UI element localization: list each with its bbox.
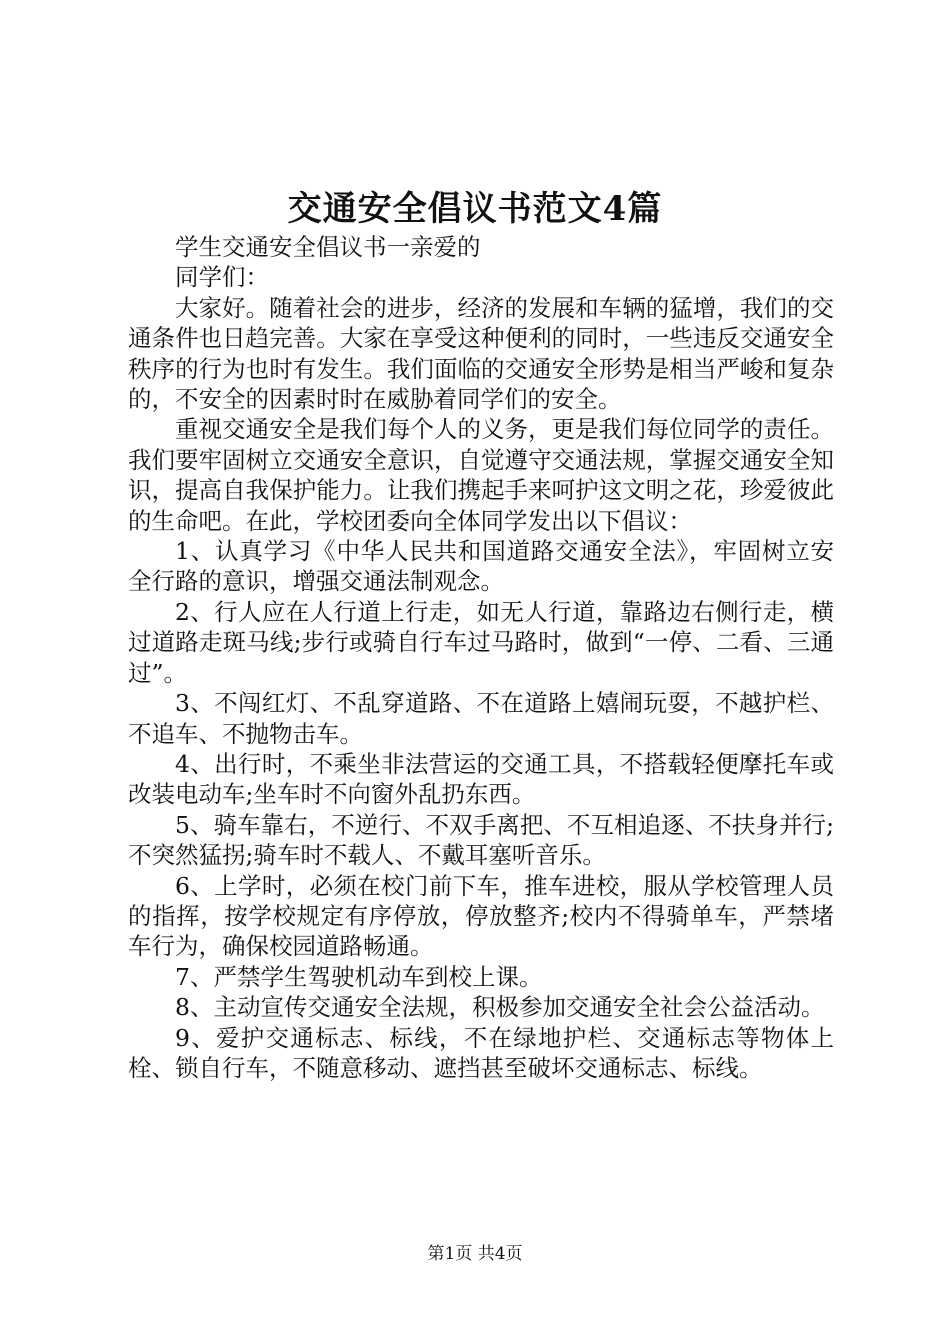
proposal-item-2: 2、行人应在人行道上行走，如无人行道，靠路边右侧行走，横过道路走斑马线;步行或骑自行车过马路时，做到“一停、二看、三通过”。 <box>128 597 834 687</box>
paragraph-greeting: 学生交通安全倡议书一亲爱的 <box>175 233 481 261</box>
proposal-item-1: 1、认真学习《中华人民共和国道路交通安全法》，牢固树立安全行路的意识，增强交通法制观念。 <box>128 537 834 596</box>
document-title: 交通安全倡议书范文4篇 <box>287 189 663 229</box>
paragraph-responsibility: 重视交通安全是我们每个人的义务，更是我们每位同学的责任。我们要牢固树立交通安全意识，自觉遵守交通法规，掌握交通安全知识，提高自我保护能力。让我们携起手来呵护这文明之花，珍爱彼此的生命吧。在此，学校团委向全体同学发出以下倡议： <box>128 415 834 535</box>
proposal-item-3: 3、不闯红灯、不乱穿道路、不在道路上嬉闹玩耍，不越护栏、不追车、不抛物击车。 <box>128 689 834 748</box>
proposal-item-9: 9、爱护交通标志、标线，不在绿地护栏、交通标志等物体上栓、锁自行车，不随意移动、遮挡甚至破坏交通标志、标线。 <box>128 1023 834 1082</box>
proposal-item-5: 5、骑车靠右，不逆行、不双手离把、不互相追逐、不扶身并行;不突然猛拐;骑车时不载人、不戴耳塞听音乐。 <box>128 810 834 870</box>
paragraph-salutation: 同学们： <box>175 263 269 292</box>
proposal-item-4: 4、出行时，不乘坐非法营运的交通工具，不搭载轻便摩托车或改装电动车;坐车时不向窗外乱扔东西。 <box>128 749 834 809</box>
paragraph-intro: 大家好。随着社会的进步，经济的发展和车辆的猛增，我们的交通条件也日趋完善。大家在享受这种便利的同时，一些违反交通安全秩序的行为也时有发生。我们面临的交通安全形势是相当严峻和复杂的，不安全的因素时时在威胁着同学们的安全。 <box>128 293 834 414</box>
proposal-item-7: 7、严禁学生驾驶机动车到校上课。 <box>175 962 543 991</box>
document-body <box>128 232 834 1083</box>
proposal-item-8: 8、主动宣传交通安全法规，积极参加交通安全社会公益活动。 <box>175 993 825 1022</box>
proposal-item-6: 6、上学时，必须在校门前下车，推车进校，服从学校管理人员的指挥，按学校规定有序停放，停放整齐;校内不得骑单车，严禁堵车行为，确保校园道路畅通。 <box>128 871 834 961</box>
page-number-footer: 第1页 共4页 <box>427 1244 523 1264</box>
